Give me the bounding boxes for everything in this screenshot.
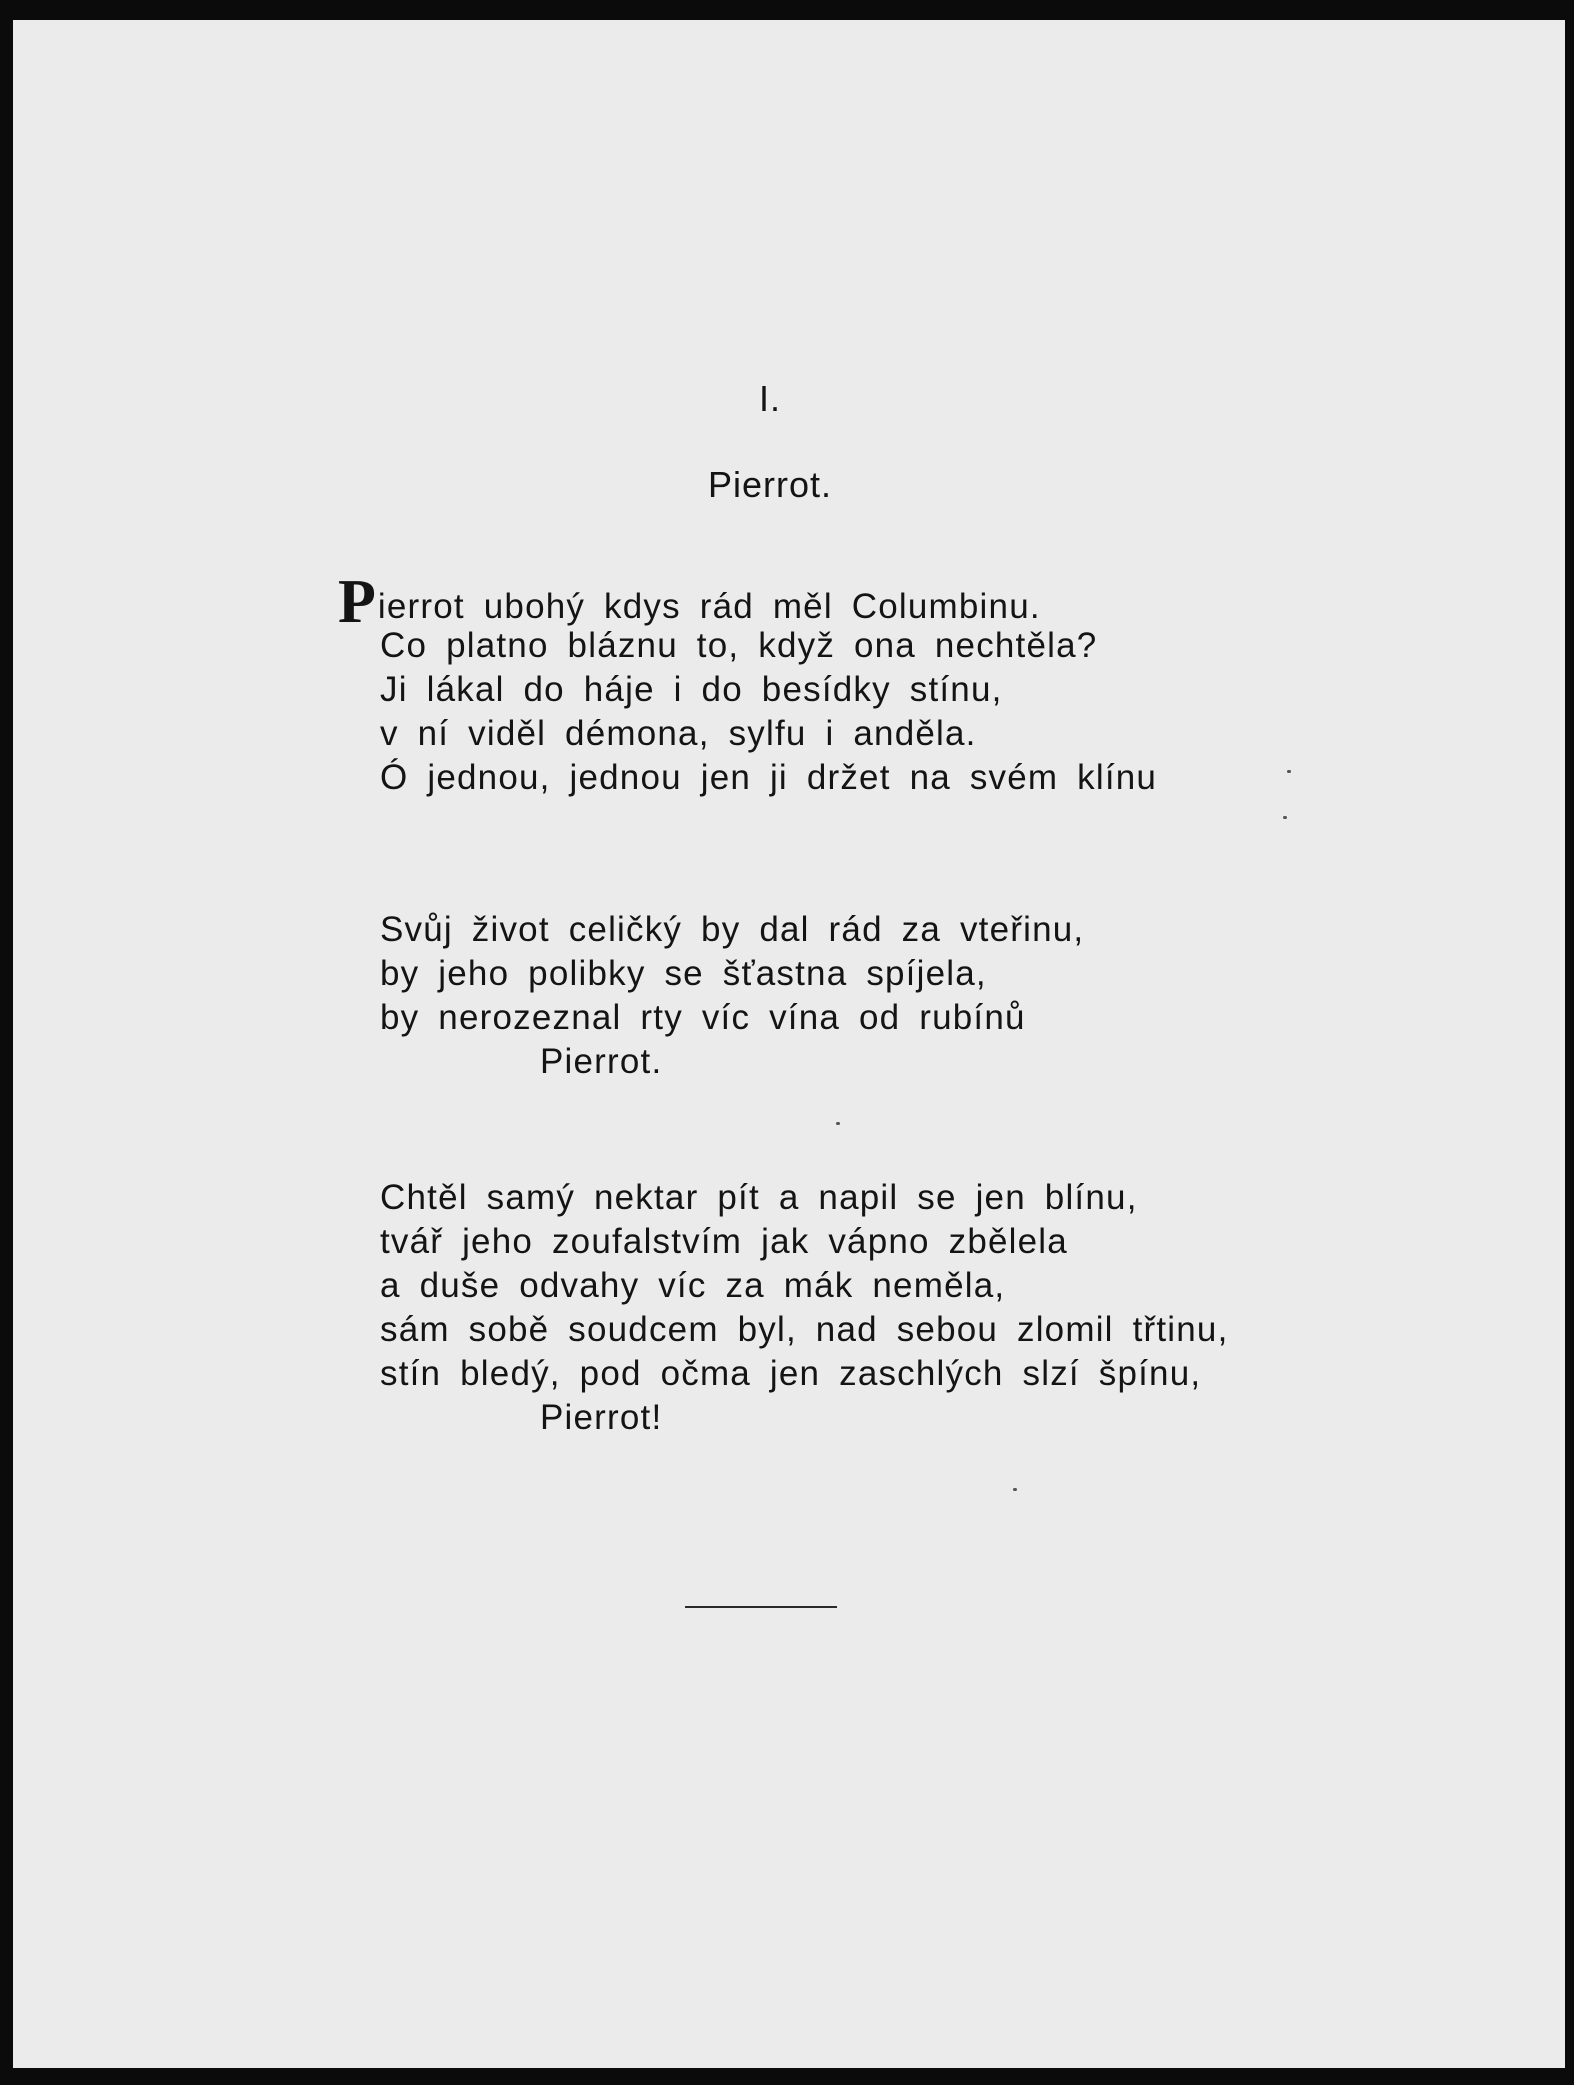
poem-number: I. <box>758 378 781 419</box>
poem-line-text: ierrot ubohý kdys rád měl Columbinu. <box>377 587 1041 626</box>
poem-line: by nerozeznal rty víc vína od rubínů <box>380 998 1026 1037</box>
poem-line: Ó jednou, jednou jen ji držet na svém klínu <box>380 758 1158 797</box>
poem-line: Ji lákal do háje i do besídky stínu, <box>380 670 1003 709</box>
poem-line <box>338 568 1157 636</box>
poem-line: v ní viděl démona, sylfu i anděla. <box>380 714 977 753</box>
poem-line: Co platno bláznu to, když ona nechtěla? <box>380 626 1098 665</box>
scan-speck <box>1013 1488 1017 1491</box>
poem-refrain: Pierrot! <box>540 1398 663 1437</box>
scan-speck <box>836 1122 840 1125</box>
end-divider-rule <box>685 1606 837 1608</box>
stanza-3 <box>380 1176 1229 1440</box>
poem-line: stín bledý, pod očma jen zaschlých slzí špínu, <box>380 1354 1202 1393</box>
scan-speck <box>1283 816 1287 819</box>
poem-line: tvář jeho zoufalstvím jak vápno zbělela <box>380 1222 1068 1261</box>
scan-speck <box>1287 770 1291 773</box>
stanza-1 <box>338 568 1158 800</box>
poem-line: sám sobě soudcem byl, nad sebou zlomil třtinu, <box>380 1310 1229 1349</box>
poem-line: a duše odvahy víc za mák neměla, <box>380 1266 1006 1305</box>
book-page <box>13 20 1565 2068</box>
stanza-2 <box>380 908 1084 1084</box>
poem-refrain: Pierrot. <box>540 1042 663 1081</box>
drop-cap-initial: P <box>338 568 376 636</box>
poem-title: Pierrot. <box>707 464 833 505</box>
poem-line: Svůj život celičký by dal rád za vteřinu, <box>380 910 1085 949</box>
poem-line: by jeho polibky se šťastna spíjela, <box>380 954 987 993</box>
poem-line: Chtěl samý nektar pít a napil se jen blínu, <box>380 1178 1138 1217</box>
